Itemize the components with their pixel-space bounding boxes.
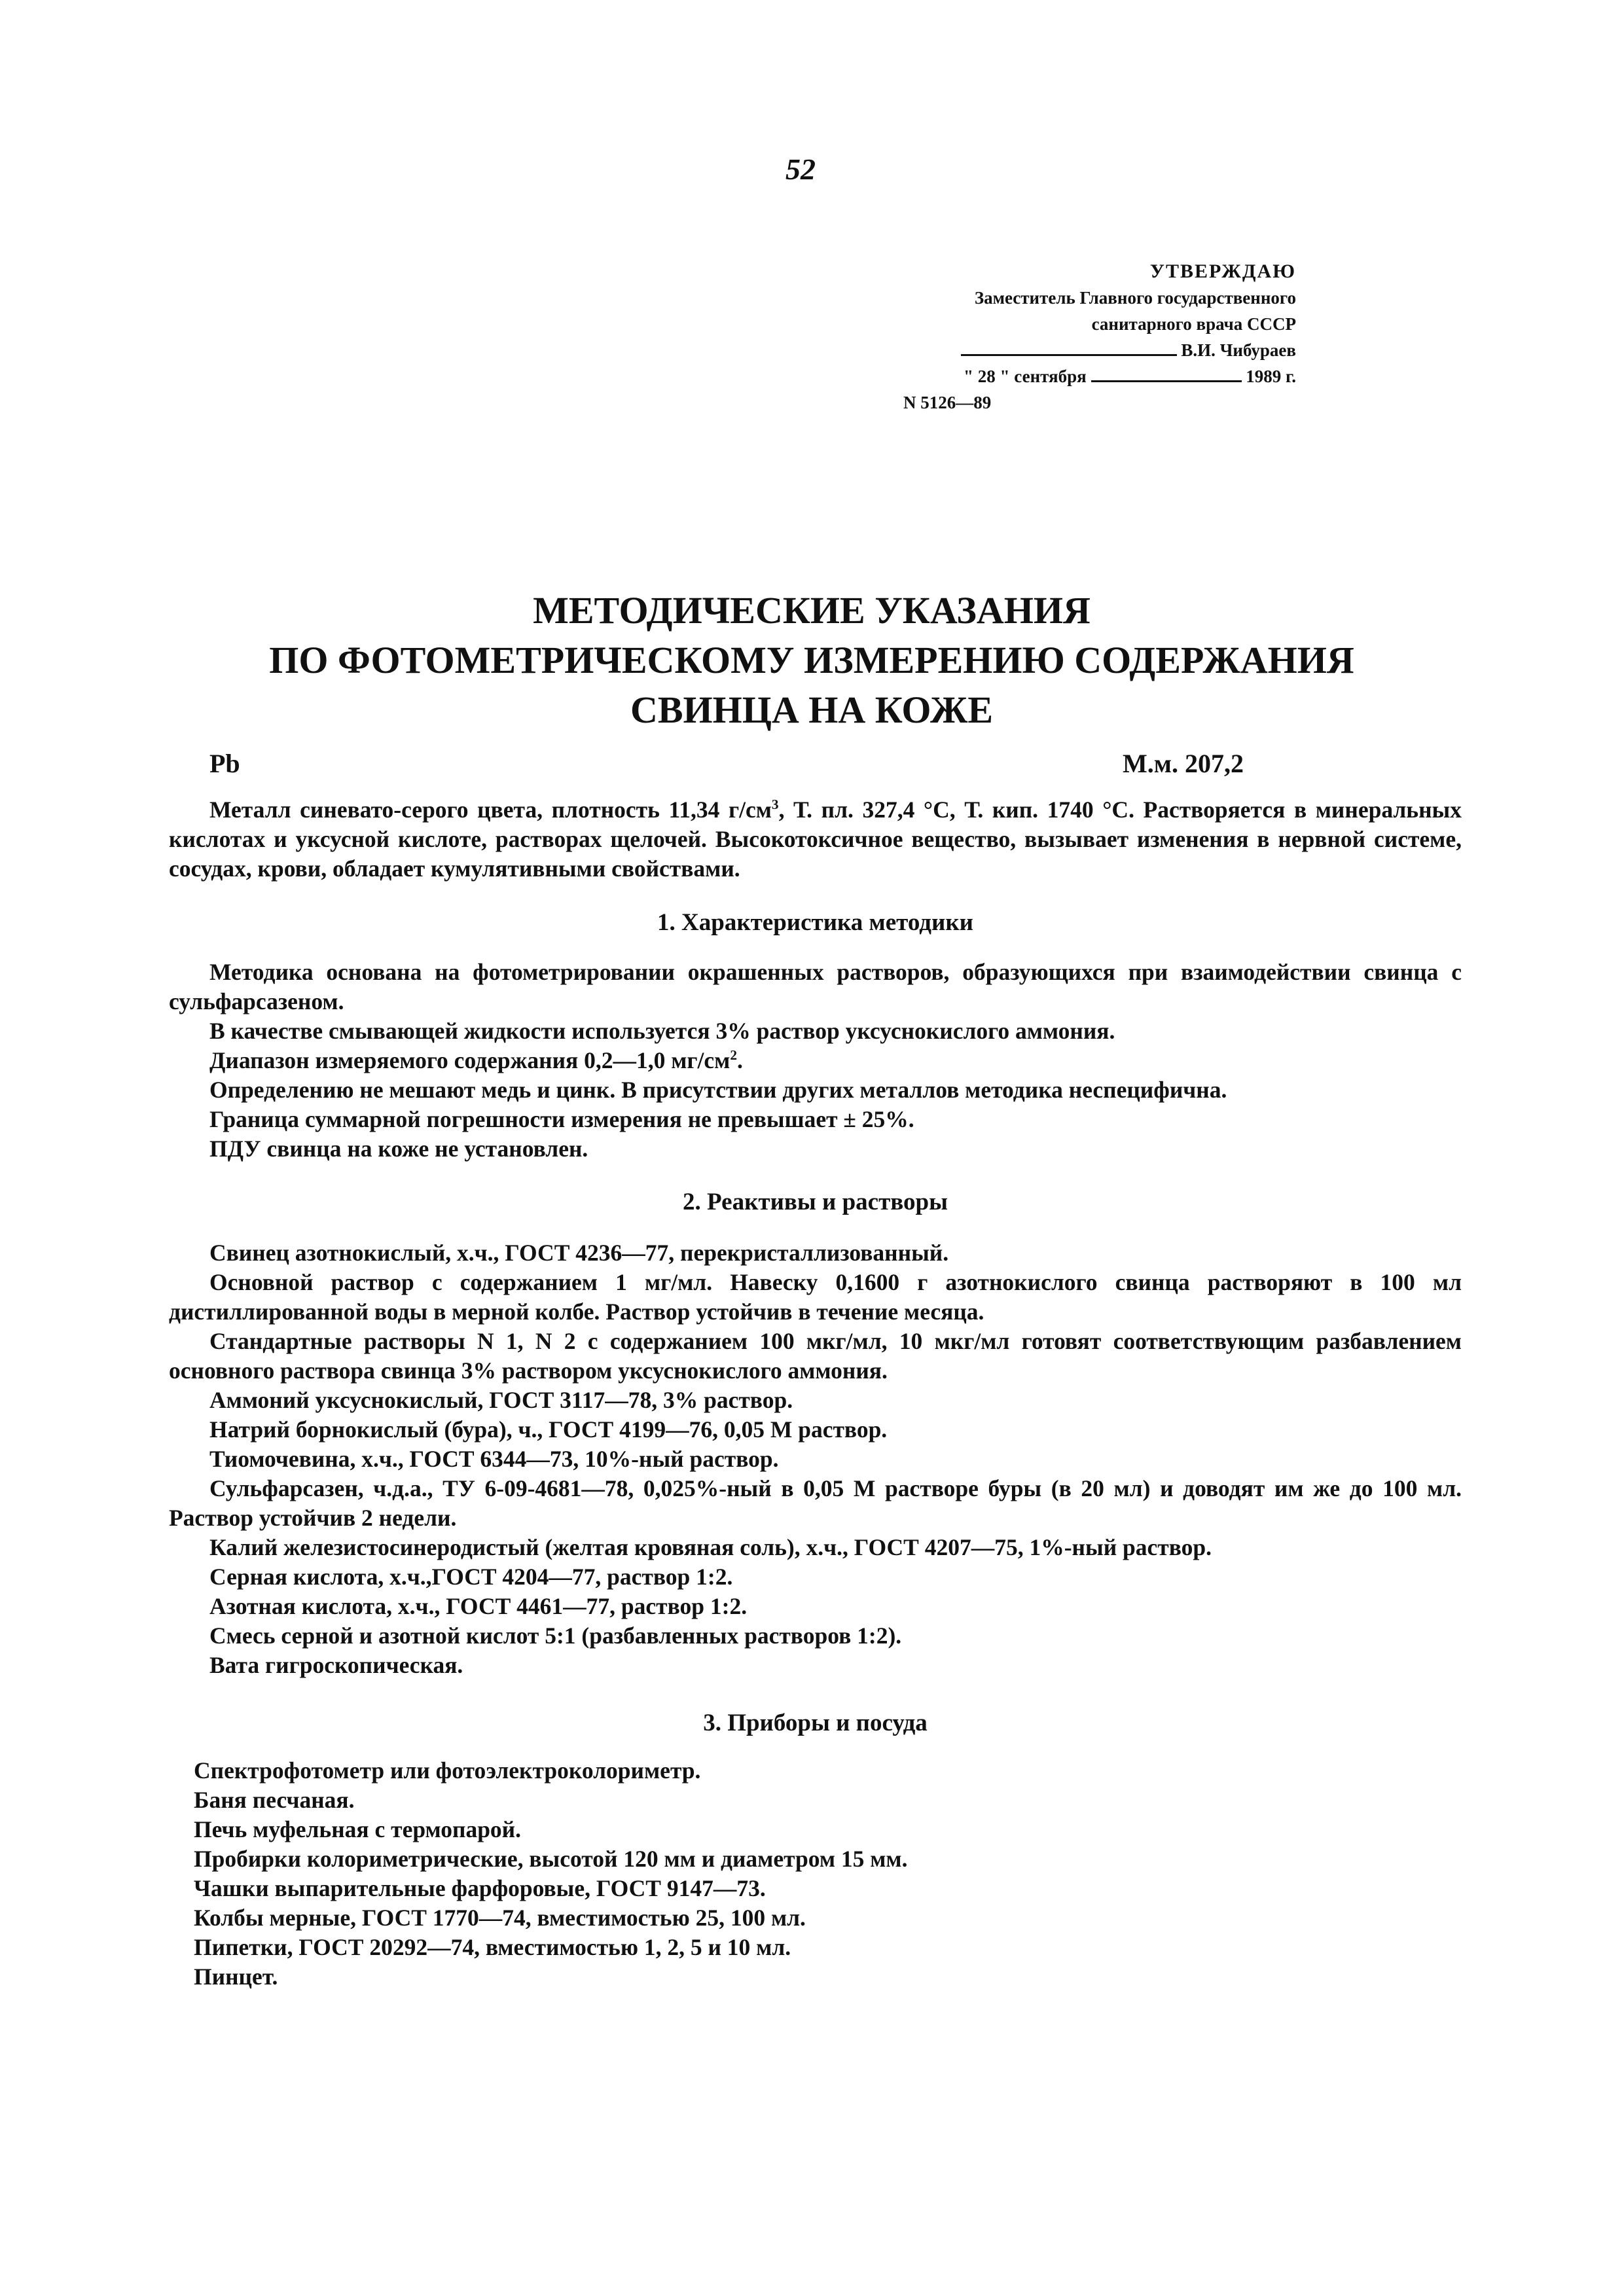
section-2-body xyxy=(169,1238,1462,1680)
section-1-body xyxy=(169,958,1462,1164)
equipment-item: Чашки выпарительные фарфоровые, ГОСТ 9147—73. xyxy=(194,1875,766,1901)
section-2-paragraph: Серная кислота, х.ч.,ГОСТ 4204—77, раствор 1:2. xyxy=(209,1564,733,1590)
approval-position-line2: санитарного врача СССР xyxy=(1091,314,1296,334)
approval-block xyxy=(903,259,1296,416)
section-1-paragraph: Определению не мешают медь и цинк. В присутствии других металлов методика неспецифична. xyxy=(209,1077,1227,1103)
equipment-item: Пипетки, ГОСТ 20292—74, вместимостью 1, 2, 5 и 10 мл. xyxy=(194,1934,791,1960)
section-2-paragraph: Вата гигроскопическая. xyxy=(209,1652,463,1678)
section-2-paragraph: Аммоний уксуснокислый, ГОСТ 3117—78, 3% раствор. xyxy=(209,1387,793,1413)
equipment-item: Пинцет. xyxy=(194,1964,278,1990)
equipment-item: Печь муфельная с термопарой. xyxy=(194,1816,522,1842)
range-text: Диапазон измеряемого содержания 0,2—1,0 мг/см xyxy=(209,1047,731,1073)
approval-signature-line xyxy=(903,337,1296,363)
date-blank xyxy=(1091,380,1242,382)
approval-number: N 5126—89 xyxy=(903,393,992,412)
description-part2: , Т. пл. 327,4 °С, Т. кип. 1740 °С. Растворяется в минеральных кислотах и уксусной кислоте, растворах щелочей. Высокотоксичное вещество, вызывает изменения в нервной системе, сосудах, крови, обладает кумулятивными свойствами. xyxy=(169,797,1462,882)
equipment-item: Пробирки колориметрические, высотой 120 мм и диаметром 15 мм. xyxy=(194,1846,908,1872)
equipment-item: Баня песчаная. xyxy=(194,1787,355,1813)
page-number: 52 xyxy=(785,152,816,186)
equipment-item: Спектрофотометр или фотоэлектроколориметр. xyxy=(194,1757,701,1784)
range-sup: 2 xyxy=(730,1047,737,1064)
title-line-3: СВИНЦА НА КОЖЕ xyxy=(630,689,994,731)
section-2-heading: 2. Реактивы и растворы xyxy=(683,1189,948,1215)
section-3-list xyxy=(194,1756,1274,1992)
section-2-paragraph: Смесь серной и азотной кислот 5:1 (разбавленных растворов 1:2). xyxy=(209,1623,902,1649)
section-2-paragraph: Калий железистосинеродистый (желтая кровяная соль), х.ч., ГОСТ 4207—75, 1%-ный раствор. xyxy=(209,1534,1212,1560)
section-2-paragraph: Натрий борнокислый (бура), ч., ГОСТ 4199—76, 0,05 М раствор. xyxy=(209,1416,888,1443)
equipment-item: Колбы мерные, ГОСТ 1770—74, вместимостью 25, 100 мл. xyxy=(194,1905,806,1931)
approval-position-line1: Заместитель Главного государственного xyxy=(974,288,1296,308)
approval-date: " 28 " сентября xyxy=(964,367,1087,386)
chemical-formula: Pb xyxy=(209,749,240,778)
range-end: . xyxy=(737,1047,743,1073)
section-1-paragraph: Граница суммарной погрешности измерения не превышает ± 25%. xyxy=(209,1106,914,1132)
approval-heading: УТВЕРЖДАЮ xyxy=(1149,260,1296,282)
signature-blank xyxy=(961,354,1177,356)
approval-date-line xyxy=(903,363,1296,389)
title-line-2: ПО ФОТОМЕТРИЧЕСКОМУ ИЗМЕРЕНИЮ СОДЕРЖАНИЯ xyxy=(269,639,1354,681)
section-2-paragraph: Азотная кислота, х.ч., ГОСТ 4461—77, раствор 1:2. xyxy=(209,1593,748,1619)
molar-mass: М.м. 207,2 xyxy=(1123,749,1244,778)
approval-signatory: В.И. Чибураев xyxy=(1181,340,1296,360)
section-2-paragraph: Стандартные растворы N 1, N 2 с содержанием 100 мкг/мл, 10 мкг/мл готовят соответствующим разбавлением основного раствора свинца 3% раствором уксуснокислого аммония. xyxy=(169,1328,1462,1384)
section-1-heading: 1. Характеристика методики xyxy=(657,909,973,936)
title-line-1: МЕТОДИЧЕСКИЕ УКАЗАНИЯ xyxy=(533,589,1091,632)
section-2-paragraph: Тиомочевина, х.ч., ГОСТ 6344—73, 10%-ный раствор. xyxy=(209,1446,779,1472)
section-2-paragraph: Сульфарсазен, ч.д.а., ТУ 6-09-4681—78, 0,025%-ный в 0,05 М растворе буры (в 20 мл) и доводят им же до 100 мл. Раствор устойчив 2 недели. xyxy=(169,1475,1462,1531)
description-sup: 3 xyxy=(771,797,779,813)
section-1-paragraph: В качестве смывающей жидкости используется 3% раствор уксуснокислого аммония. xyxy=(209,1018,1115,1044)
section-2-paragraph: Основной раствор с содержанием 1 мг/мл. Навеску 0,1600 г азотнокислого свинца растворяют в 100 мл дистиллированной воды в мерной колбе. Раствор устойчив в течение месяца. xyxy=(169,1269,1462,1325)
section-2-paragraph: Свинец азотнокислый, х.ч., ГОСТ 4236—77, перекристаллизованный. xyxy=(209,1240,949,1266)
substance-description xyxy=(169,795,1462,884)
section-1-paragraph: ПДУ свинца на коже не установлен. xyxy=(209,1136,588,1162)
approval-year: 1989 г. xyxy=(1246,367,1296,386)
substance-header xyxy=(209,748,1244,779)
document-title xyxy=(196,586,1427,735)
section-1-paragraph xyxy=(169,1046,1462,1075)
section-3-heading: 3. Приборы и посуда xyxy=(703,1710,928,1736)
section-1-paragraph: Методика основана на фотометрировании окрашенных растворов, образующихся при взаимодействии свинца с сульфарсазеном. xyxy=(169,959,1462,1014)
description-part1: Металл синевато-серого цвета, плотность 11,34 г/см xyxy=(209,797,772,823)
